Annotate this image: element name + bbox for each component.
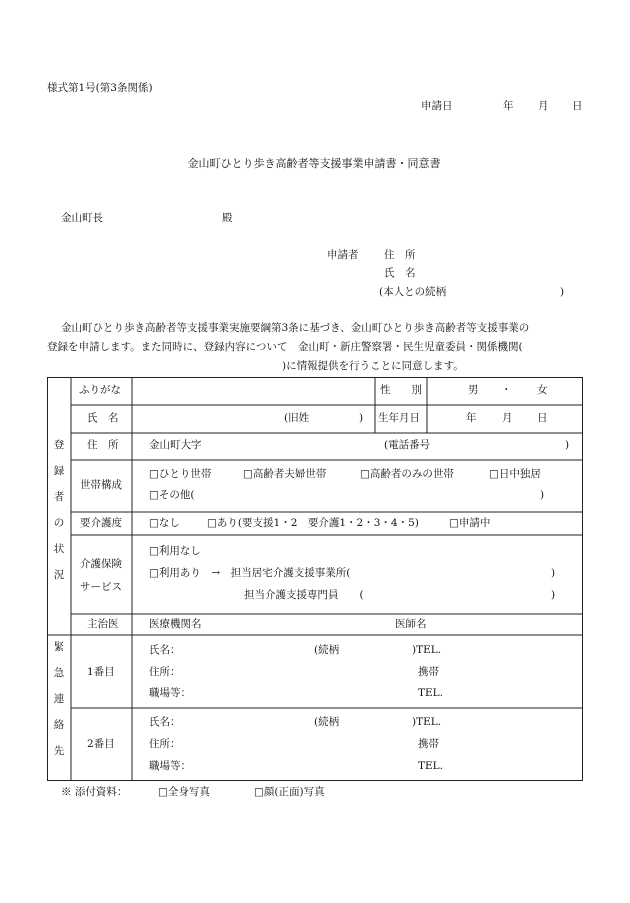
contact-1-label: 1番目 [87,666,115,678]
service-used-close: ) [551,567,556,579]
household-elderly-couple[interactable]: □高齢者夫婦世帯 [243,468,327,480]
maiden-name-open: (旧姓 [284,412,310,424]
page-title: 金山町ひとり歩き高齢者等支援事業申請書・同意書 [187,157,441,170]
section-char: の [53,517,65,529]
address-label: 住 所 [87,439,119,451]
section-char: 状 [53,543,65,555]
contact-2-work: 職場等： [149,760,191,772]
dob-month: 月 [502,412,513,424]
contact-2-address: 住所： [149,738,181,750]
phone-open: (電話番号 [384,439,431,451]
service-unused[interactable]: □利用なし [149,545,201,557]
care-none[interactable]: □なし [149,517,180,529]
attachments-label: ※ 添付資料： [61,786,128,798]
attachment-full-body[interactable]: □全身写真 [158,786,210,798]
care-pending[interactable]: □申請中 [449,517,491,529]
contact-2-mobile: 携帯 [418,738,439,750]
doctor-label: 主治医 [87,618,119,630]
household-label: 世帯構成 [80,479,122,491]
section-char: 絡 [53,719,65,731]
care-manager-close: ) [551,589,556,601]
form-number: 様式第1号(第3条関係) [47,82,153,94]
section-char: 録 [53,465,65,477]
applicant-address-label: 住 所 [384,249,416,261]
sex-separator: ・ [501,384,512,396]
phone-close: ) [565,439,570,451]
date-month: 月 [538,100,549,112]
section-char: 況 [53,569,65,581]
dob-label: 生年月日 [378,412,420,424]
household-other-close: ) [540,489,545,501]
section-char: 緊 [53,641,65,653]
address-value: 金山町大字 [149,439,202,451]
institution-label: 医療機関名 [149,618,202,630]
addressee-honorific: 殿 [222,212,233,224]
sex-label: 性 別 [380,384,422,396]
consent-line-2: 登録を申請します。また同時に、登録内容について 金山町・新庄警察署・民生児童委員・関係機関( [47,341,523,353]
contact-1-tel: )TEL. [412,644,442,656]
household-elderly-only[interactable]: □高齢者のみの世帯 [360,468,454,480]
contact-1-name: 氏名： [149,644,181,656]
attachment-face[interactable]: □顔(正面)写真 [254,786,325,798]
section-char: 連 [53,693,65,705]
section-emergency [52,642,66,772]
care-level-label: 要介護度 [80,517,122,529]
maiden-name-close: ) [359,412,364,424]
dob-day: 日 [537,412,548,424]
section-char: 者 [53,491,65,503]
applicant-label: 申請者 [327,249,359,261]
section-registrant [52,440,66,596]
service-used[interactable]: □利用あり → 担当居宅介護支援事業所( [149,567,351,579]
contact-2-work-tel: TEL. [418,760,443,772]
name-label: 氏 名 [87,412,119,424]
section-char: 急 [53,667,65,679]
contact-2-name: 氏名： [149,716,181,728]
consent-line-1: 金山町ひとり歩き高齢者等支援事業実施要綱第3条に基づき、金山町ひとり歩き高齢者等支援事業の [61,322,530,334]
service-label-1: 介護保険 [80,558,122,570]
consent-line-3: )に情報提供を行うことに同意します。 [282,360,464,372]
contact-1-mobile: 携帯 [418,666,439,678]
section-char: 先 [53,745,65,757]
contact-1-work-tel: TEL. [418,687,443,699]
care-yes[interactable]: □あり(要支援1・2 要介護1・2・3・4・5) [207,517,419,529]
sex-female: 女 [537,384,548,396]
furigana-label: ふりがな [79,384,121,396]
service-label-2: サービス [80,581,122,593]
contact-2-relation: (続柄 [314,716,340,728]
household-single[interactable]: □ひとり世帯 [149,468,212,480]
date-label: 申請日 [421,100,453,112]
addressee-name: 金山町長 [61,212,103,224]
contact-2-tel: )TEL. [412,716,442,728]
doctor-name-label: 医師名 [395,618,427,630]
date-day: 日 [572,100,583,112]
contact-1-address: 住所： [149,666,181,678]
sex-male: 男 [468,384,479,396]
registration-table [47,377,583,781]
dob-year: 年 [466,412,477,424]
household-other[interactable]: □その他( [149,489,195,501]
contact-1-work: 職場等： [149,687,191,699]
applicant-name-label: 氏 名 [384,267,416,279]
applicant-relation-close: ) [560,286,565,298]
care-manager: 担当介護支援専門員 ( [244,589,364,601]
contact-2-label: 2番目 [87,738,115,750]
contact-1-relation: (続柄 [314,644,340,656]
section-char: 登 [53,439,65,451]
date-year: 年 [503,100,514,112]
household-daytime-alone[interactable]: □日中独居 [489,468,541,480]
applicant-relation-open: (本人との続柄 [379,286,447,298]
